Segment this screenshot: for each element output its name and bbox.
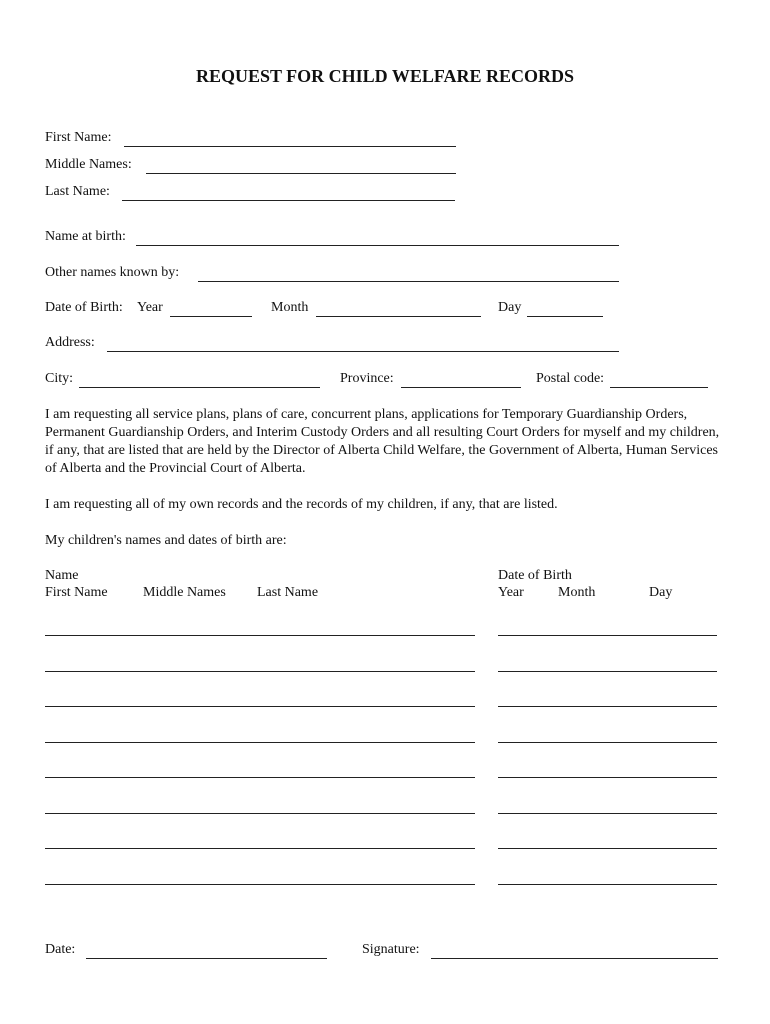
other-names-field[interactable] <box>198 281 619 282</box>
dob-year-field[interactable] <box>170 316 252 317</box>
address-label: Address: <box>45 335 95 350</box>
middle-names-label: Middle Names: <box>45 157 132 172</box>
child-name-line[interactable] <box>45 777 475 778</box>
last-name-label: Last Name: <box>45 184 110 199</box>
child-dob-line[interactable] <box>498 813 717 814</box>
child-dob-line[interactable] <box>498 884 717 885</box>
name-at-birth-field[interactable] <box>136 245 619 246</box>
signature-field[interactable] <box>431 958 718 959</box>
city-label: City: <box>45 371 74 386</box>
child-name-line[interactable] <box>45 813 475 814</box>
first-name-label: First Name: <box>45 130 112 145</box>
child-dob-line[interactable] <box>498 777 717 778</box>
date-field[interactable] <box>86 958 327 959</box>
dob-day-label: Day <box>498 300 522 315</box>
dob-year-label: Year <box>137 300 163 315</box>
children-name-header: Name <box>45 568 79 583</box>
date-label: Date: <box>45 942 76 957</box>
children-day-header: Day <box>649 585 673 600</box>
dob-day-field[interactable] <box>527 316 603 317</box>
child-dob-line[interactable] <box>498 706 717 707</box>
children-intro-paragraph: My children's names and dates of birth are: <box>45 533 287 548</box>
postal-code-label: Postal code: <box>536 371 605 386</box>
children-last-name-header: Last Name <box>257 585 319 600</box>
child-name-line[interactable] <box>45 635 475 636</box>
form-title: REQUEST FOR CHILD WELFARE RECORDS <box>195 66 575 86</box>
other-names-label: Other names known by: <box>45 265 180 280</box>
children-middle-names-header: Middle Names <box>143 585 226 600</box>
children-month-header: Month <box>558 585 596 600</box>
children-year-header: Year <box>498 585 524 600</box>
children-first-name-header: First Name <box>45 585 108 600</box>
child-dob-line[interactable] <box>498 635 717 636</box>
date-of-birth-label: Date of Birth: <box>45 300 123 315</box>
child-name-line[interactable] <box>45 742 475 743</box>
province-field[interactable] <box>401 387 521 388</box>
request-paragraph: I am requesting all service plans, plans of care, concurrent plans, applications for Temporary Guardianship Orders, Permanent Guardianship Orders, and Interim Custody Orders and all resulting Court Orders for myself and my children, if any, that are listed that are held by the Director of Alberta Child Welfare, the Government of Alberta, Human Services of Alberta and the Provincial Court of Alberta. <box>45 407 720 476</box>
child-dob-line[interactable] <box>498 742 717 743</box>
own-records-paragraph: I am requesting all of my own records and the records of my children, if any, that are listed. <box>45 497 558 512</box>
children-dob-header: Date of Birth <box>498 568 572 583</box>
dob-month-field[interactable] <box>316 316 481 317</box>
child-name-line[interactable] <box>45 706 475 707</box>
middle-names-field[interactable] <box>146 173 456 174</box>
child-dob-line[interactable] <box>498 848 717 849</box>
postal-code-field[interactable] <box>610 387 708 388</box>
signature-label: Signature: <box>362 942 420 957</box>
dob-month-label: Month <box>271 300 309 315</box>
child-name-line[interactable] <box>45 884 475 885</box>
province-label: Province: <box>340 371 394 386</box>
address-field[interactable] <box>107 351 619 352</box>
city-field[interactable] <box>79 387 320 388</box>
child-name-line[interactable] <box>45 848 475 849</box>
child-dob-line[interactable] <box>498 671 717 672</box>
name-at-birth-label: Name at birth: <box>45 229 126 244</box>
last-name-field[interactable] <box>122 200 455 201</box>
child-name-line[interactable] <box>45 671 475 672</box>
first-name-field[interactable] <box>124 146 456 147</box>
